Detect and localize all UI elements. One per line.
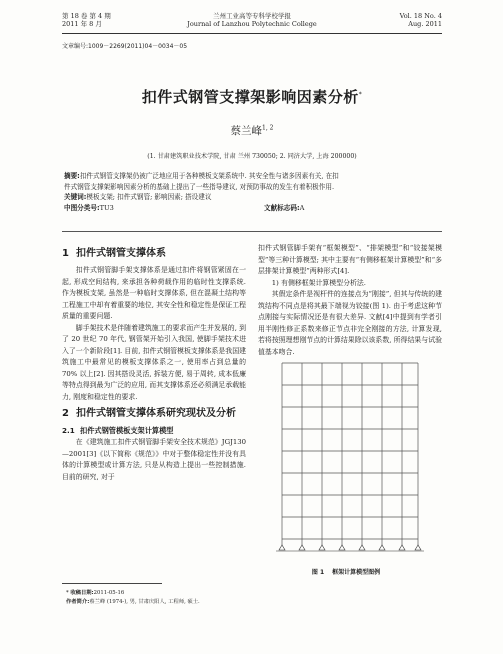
hinge-supports [276,545,424,551]
header-volume: 第 18 卷 第 4 期 2011 年 8 月 [62,12,111,28]
header-rule [62,33,442,34]
abstract-line: 件式钢管支撑架影响因素分析的基础上提出了一些指导建议, 对预防事故的发生有着积极作用. [64,182,335,191]
document-code: 文献标志码:A [264,203,305,212]
paragraph: 在《建筑施工扣件式钢管脚手架安全技术规范》JGJ130—2001[3]《以下简称《规范》》中对于整体稳定性并没有具体的计算模型或计算方法, 只是从构造上提出一些控制措施. 目前的研究, 对于 [62,438,246,481]
classification-line [64,203,442,214]
title-footnote-mark: * [358,91,363,98]
figure-caption: 图 1 框架计算模型图例 [311,569,381,576]
paragraph: 扣件式钢管脚手架支撑体系是通过扣件将钢管紧固在一起, 形成空间结构, 来承担各种荷载作用的临时性支撑系统. 作为模板支架, 虽然是一种临时支撑体系, 但在混凝土结构等工程施工中却有着重要的地位, 其安全性和稳定性是保证工程质量的重要问题. [62,266,246,320]
footnote [66,589,246,607]
author-affiliation: (1. 甘肃建筑职业技术学院, 甘肃 兰州 730050; 2. 同济大学, 上海 200000) [147,153,357,160]
frame-model-figure [268,355,430,561]
header-volume-en: Vol. 18 No. 4 Aug. 2011 [399,12,442,28]
section-heading-2: 2 扣件式钢管支撑体系研究现状及分析 [62,408,236,419]
paper-title: 扣件式钢管支撑架影响因素分析* [141,88,363,106]
frame-grid [282,363,418,545]
abstract-block [64,171,442,214]
header-journal-name: 兰州工业高等专科学校学报 Journal of Lanzhou Polytechnic College [187,12,317,28]
section-heading-1: 1 扣件式钢管支撑体系 [62,248,166,259]
author-bio: 作者简介:蔡兰峰 (1974-), 男, 甘肃庆阳人, 工程师, 硕士. [66,599,200,605]
paragraph: 其假定条件是视杆件的连接点为“刚接”, 但其与传统的建筑结构不同点是将其最下端视为铰接(图 1). 由于考虑这种节点刚接与实际情况还是有很大差异. 文献[4]中提到有学者引用半刚性修正系数来修正节点非完全刚接的方法, 计算发现, 若将按照理想刚节点的计算结果除以该系数, 所得结果与试验值基本吻合. [258,290,442,356]
received-date: * 收稿日期:2011-05-16 [66,590,125,596]
abstract-rule [62,231,442,232]
clc-number: 中图分类号:TU3 [64,203,114,212]
abstract-line: 摘要:扣件式钢管支撑架仍被广泛地应用于各种模板支架系统中. 其安全性与诸多因素有关, 在扣 [64,172,339,180]
article-number: 文章编号:1009－2269(2011)04－0034－05 [62,43,188,50]
keywords: 关键词:模板支架; 扣件式钢管; 影响因素; 搭设建议 [64,193,212,202]
paragraph: 1) 有侧移框架计算模型分析法. [271,278,366,287]
footnote-rule [62,583,162,584]
author-name: 蔡兰峰$^{1, 2}$ [230,124,274,137]
paragraph: 脚手架技术是伴随着建筑施工的要求而产生并发展的, 到了 20 世纪 70 年代, 钢管架开始引入我国, 使脚手架技术进入了一个新阶段[1]. 目前, 扣件式钢管模板支撑体系是我国建筑施工中最常见的模板支撑体系之一, 使用率占到总量的 70% 以上[2]. 因其搭设灵活, 拆装方便, 易于周转, 成本低廉等特点得到最为广泛的应用, 而其支撑体系还必须满足承载能力, 刚度和稳定性的要求. [62,323,246,401]
left-column [62,243,246,483]
subsection-heading-2-1: 2.1 扣件式钢管模板支架计算模型 [62,426,174,435]
right-column [258,243,442,358]
paragraph: 扣件式钢管脚手架有“框架模型”、“排架模型”和“铰接架模型”等三种计算模型; 其中主要有“有侧移框架计算模型”和“多层排架计算模型”两种形式[4]. [258,244,442,275]
